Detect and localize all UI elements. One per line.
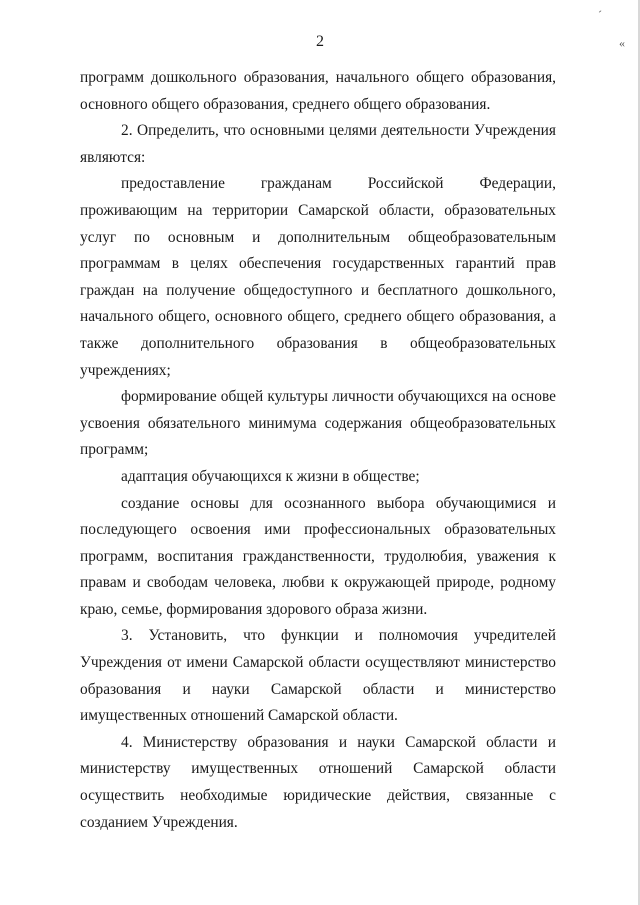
paragraph-item-3: 3. Установить, что функции и полномочия учредителей Учреждения от имени Самарской области осуществляют министерство образования и науки Самарской области и министерство имущественных отношений Самарской области. [80, 627, 556, 725]
paragraph-goal-education-services: предоставление гражданам Российской Федерации, проживающим на территории Самарской области, образовательных услуг по основным и дополнительным общеобразовательным программам в целях обеспечения государственных гарантий прав граждан на получение общедоступного и бесплатного дошкольного, начального общего, основного общего, среднего общего образования, а также дополнительного образования в общеобразовательных учреждениях; [80, 175, 556, 379]
paragraph-goal-foundation: создание основы для осознанного выбора обучающимися и последующего освоения ими профессиональных образовательных программ, воспитания гражданственности, трудолюбия, уважения к правам и свободам человека, любви к окружающей природе, родному краю, семье, формирования здорового образа жизни. [80, 494, 556, 618]
paragraph-continuation: программ дошкольного образования, начального общего образования, основного общего образования, среднего общего образования. [80, 69, 556, 113]
paragraph-goal-culture: формирование общей культуры личности обучающихся на основе усвоения обязательного минимума содержания общеобразовательных программ; [80, 388, 556, 459]
scan-artifact-mark: « [619, 36, 625, 50]
document-body [80, 65, 556, 836]
page-number: 2 [316, 33, 324, 50]
paragraph-goal-adaptation: адаптация обучающихся к жизни в обществе; [121, 467, 420, 485]
paragraph-item-4: 4. Министерству образования и науки Самарской области и министерству имущественных отношений Самарской области осуществить необходимые юридические действия, связанные с созданием Учреждения. [80, 733, 556, 831]
scan-artifact-mark: ´ [598, 8, 602, 22]
paragraph-item-2: 2. Определить, что основными целями деятельности Учреждения являются: [80, 122, 556, 166]
